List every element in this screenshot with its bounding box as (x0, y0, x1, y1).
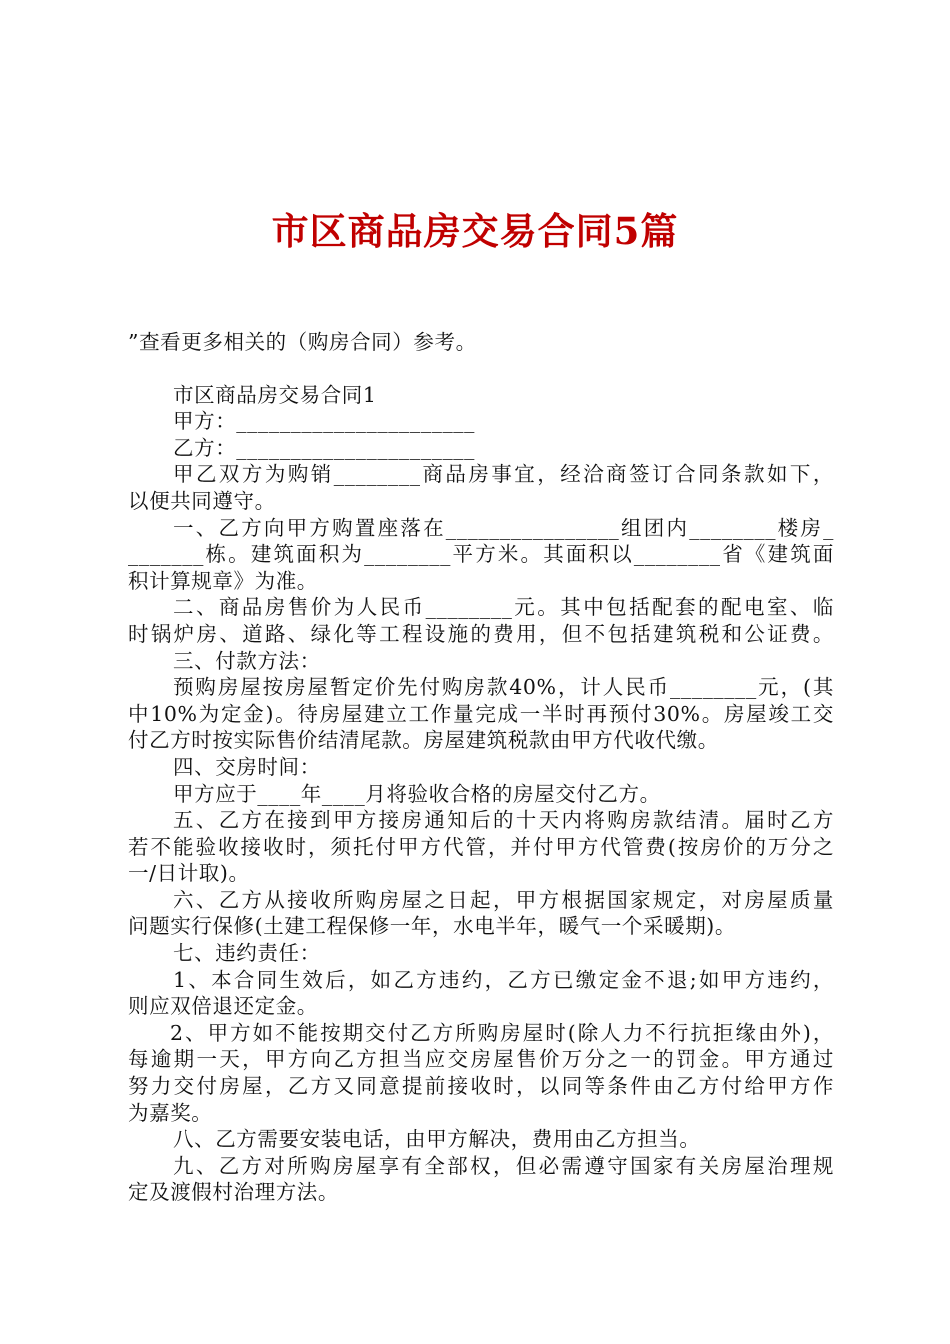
paragraph-line: 为嘉奖。 (128, 1100, 213, 1125)
paragraph-line: 五、乙方在接到甲方接房通知后的十天内将购房款结清。届时乙方 (173, 808, 834, 833)
paragraph-line: 二、商品房售价为人民币________元。其中包括配套的配电室、临 (173, 595, 834, 620)
paragraph-line: 付乙方时按实际售价结清尾款。房屋建筑税款由甲方代收代缴。 (128, 728, 719, 753)
paragraph-line: 每逾期一天，甲方向乙方担当应交房屋售价万分之一的罚金。甲方通过 (128, 1047, 834, 1072)
paragraph-line: 定及渡假村治理方法。 (128, 1180, 339, 1205)
paragraph-line: 预购房屋按房屋暂定价先付购房款40%，计人民币________元，(其 (173, 675, 834, 700)
paragraph-line: 一、乙方向甲方购置座落在________________组团内________楼房_ (173, 515, 834, 540)
section-heading: 四、交房时间： (173, 754, 321, 779)
paragraph-line: 1、本合同生效后，如乙方违约，乙方已缴定金不退;如甲方违约， (173, 967, 834, 992)
party-a-line: 甲方：______________________ (173, 409, 475, 434)
paragraph-line: 以便共同遵守。 (128, 488, 276, 513)
paragraph-line: 八、乙方需要安装电话，由甲方解决，费用由乙方担当。 (173, 1127, 701, 1152)
document-title: 市区商品房交易合同5篇 (271, 209, 679, 253)
paragraph-line: 若不能验收接收时，须托付甲方代管，并付甲方代管费(按房价的万分之 (128, 834, 834, 859)
party-b-line: 乙方：______________________ (173, 435, 475, 460)
document-body (128, 329, 834, 1206)
paragraph-line: 2、甲方如不能按期交付乙方所购房屋时(除人力不行抗拒缘由外)， (170, 1020, 834, 1045)
paragraph-line: 时锅炉房、道路、绿化等工程设施的费用，但不包括建筑税和公证费。 (128, 621, 834, 646)
paragraph-line: _______栋。建筑面积为________平方米。其面积以________省《建筑面 (128, 542, 834, 567)
paragraph-line: 一/日计取)。 (128, 861, 250, 886)
paragraph-line: 六、乙方从接收所购房屋之日起，甲方根据国家规定，对房屋质量 (173, 887, 834, 912)
paragraph-line: 问题实行保修(土建工程保修一年，水电半年，暖气一个采暖期)。 (128, 914, 736, 939)
paragraph-line: 则应双倍退还定金。 (128, 994, 318, 1019)
paragraph-line: 中10%为定金)。待房屋建立工作量完成一半时再预付30%。房屋竣工交 (128, 701, 834, 726)
section-heading: 三、付款方法： (173, 648, 321, 673)
intro-line: ”查看更多相关的（购房合同）参考。 (128, 330, 477, 354)
paragraph-line: 九、乙方对所购房屋享有全部权，但必需遵守国家有关房屋治理规 (173, 1153, 834, 1178)
paragraph-line: 努力交付房屋，乙方又同意提前接收时，以同等条件由乙方付给甲方作 (128, 1074, 834, 1099)
paragraph-line: 积计算规章》为准。 (128, 568, 318, 593)
contract-heading: 市区商品房交易合同1 (173, 382, 377, 407)
paragraph-line: 甲方应于____年____月将验收合格的房屋交付乙方。 (173, 781, 661, 806)
section-heading: 七、违约责任： (173, 941, 321, 966)
paragraph-line: 甲乙双方为购销________商品房事宜，经洽商签订合同条款如下， (173, 462, 834, 487)
